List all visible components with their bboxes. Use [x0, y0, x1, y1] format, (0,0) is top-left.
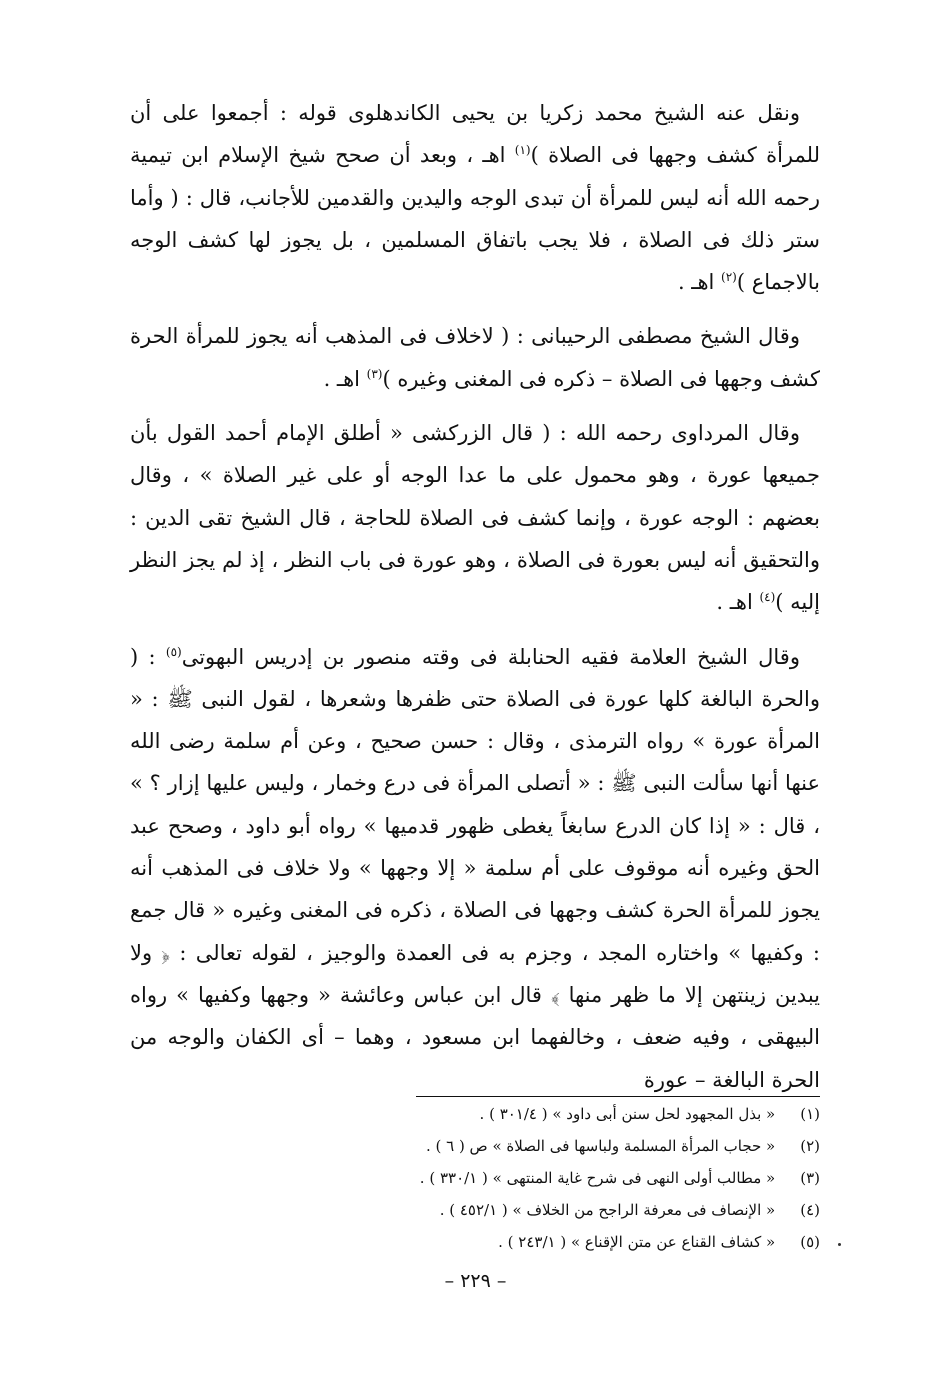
footnote-text: « الإنصاف فى معرفة الراجح من الخلاف » ( ٤٥٢/١ ) .	[439, 1201, 776, 1219]
footnote-number: (٢)	[800, 1137, 820, 1155]
paragraph-4-tail: : ( والحرة البالغة كلها عورة فى الصلاة حتى ظفرها وشعرها ، لقول النبى ﷺ : « المرأة عورة » رواه الترمذى ، وقال : حسن صحيح ، وعن أم سلمة رضى الله عنها أنها سألت النبى ﷺ : « أتصلى المرأة فى درع وخمار ، وليس عليها إزار ؟ » ، قال : « إذا كان الدرع سابغاً يغطى ظهور قدميها » رواه أبو داود ، وصحح عبد الحق وغيره أنه موقوف على أم سلمة « إلا وجهها » ولا خلاف فى المذهب أنه يجوز للمرأة الحرة كشف وجهها فى الصلاة ، ذكره فى المغنى وغيره « قال جمع : وكفيها » واختاره المجد ، وجزم به فى العمدة والوجيز ، لقوله تعالى : ﴿ ولا يبدين زينتهن إلا ما ظهر منها ﴾ قال ابن عباس وعائشة « وجهها وكفيها » رواه البيهقى ، وفيه ضعف ، وخالفهما ابن مسعود ، وهما – أى الكفان والوجه من الحرة البالغة – عورة	[130, 644, 820, 1092]
paragraph-2-text: وقال الشيخ مصطفى الرحيبانى : ( لاخلاف فى المذهب أنه يجوز للمرأة الحرة كشف وجهها فى الصلاة – ذكره فى المغنى وغيره )	[130, 324, 820, 391]
footnote-number: (١)	[800, 1105, 820, 1123]
paragraph-3	[130, 412, 820, 623]
footnote-number: (٤)	[800, 1201, 820, 1219]
scan-speck	[838, 1243, 841, 1246]
footnote-ref-5: (٥)	[165, 644, 182, 659]
footnote-4	[300, 1194, 820, 1226]
paragraph-2-tail: اهـ .	[323, 366, 367, 391]
paragraph-3-text: وقال المرداوى رحمه الله : ( قال الزركشى « أطلق الإمام أحمد القول بأن جميعها عورة ، وهو محمول على ما عدا الوجه أو على غير الصلاة » ، وقال بعضهم : الوجه عورة ، وإنما كشف فى الصلاة للحاجة ، قال الشيخ تقى الدين : والتحقيق أنه ليس بعورة فى الصلاة ، وهو عورة فى باب النظر ، إذ لم يجز النظر إليه )	[130, 421, 820, 615]
paragraph-2	[130, 315, 820, 400]
footnote-number: (٣)	[800, 1169, 820, 1187]
footnote-text: « بذل المجهود لحل سنن أبى داود » ( ٣٠١/٤ ) .	[479, 1105, 776, 1123]
main-text	[130, 92, 820, 1113]
paragraph-1	[130, 92, 820, 303]
footnote-text: « حجاب المرأة المسلمة ولباسها فى الصلاة » ص ( ٦ ) .	[425, 1137, 776, 1155]
paragraph-1-tail-2: اهـ .	[677, 270, 722, 295]
footnote-5	[300, 1226, 820, 1258]
footnote-ref-1: (١)	[514, 143, 531, 158]
footnote-separator	[416, 1096, 820, 1097]
footnote-ref-4: (٤)	[759, 590, 776, 605]
footnote-2	[300, 1130, 820, 1162]
footnote-text: « كشاف القناع عن متن الإقناع » ( ٢٤٣/١ ) .	[498, 1233, 776, 1251]
paragraph-1-tail: اهـ ، وبعد أن صحح شيخ الإسلام ابن تيمية رحمه الله أنه ليس للمرأة أن تبدى الوجه واليدين والقدمين للأجانب، قال : ( وأما ستر ذلك فى الصلاة ، فلا يجب باتفاق المسلمين ، بل يجوز لها كشف الوجه بالاجماع )	[130, 143, 820, 295]
paragraph-4	[130, 636, 820, 1101]
footnote-3	[300, 1162, 820, 1194]
page-number: – ٢٢٩ –	[444, 1270, 507, 1292]
paragraph-1-text: ونقل عنه الشيخ محمد زكريا بن يحيى الكاندهلوى قوله : أجمعوا على أن للمرأة كشف وجهها فى الصلاة )	[130, 101, 820, 168]
paragraph-4-text: وقال الشيخ العلامة فقيه الحنابلة فى وقته منصور بن إدريس البهوتى	[181, 644, 800, 669]
footnote-text: « مطالب أولى النهى فى شرح غاية المنتهى » ( ٣٣٠/١ ) .	[419, 1169, 776, 1187]
paragraph-3-tail: اهـ .	[716, 590, 760, 615]
footnotes	[300, 1098, 820, 1258]
footnote-1	[300, 1098, 820, 1130]
footnote-number: (٥)	[800, 1233, 820, 1251]
footnote-ref-3: (٣)	[366, 366, 383, 381]
footnote-ref-2: (٢)	[721, 270, 737, 285]
